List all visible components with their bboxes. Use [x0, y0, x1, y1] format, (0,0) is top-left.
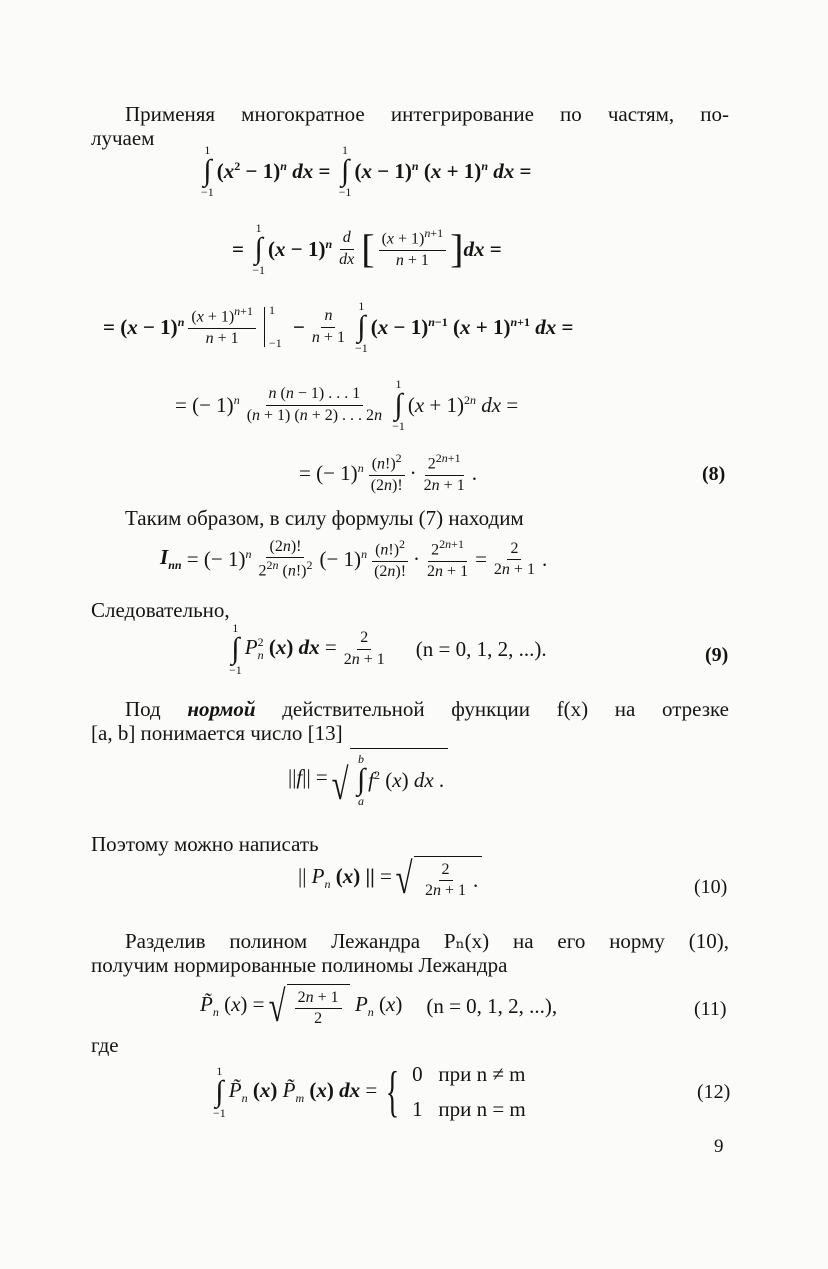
case-condition-neq: при n ≠ m — [438, 1062, 526, 1086]
equation-norm-inn: $I_{nn}$ = (− 1)$^n$ $\frac{(2n)!}{2^{2n} (n!)^2}$ (− 1)$^n$ $\frac{(n!)^2}{(2n)!}$ · $\frac{2^{2n+1}}{2n + 1}$ = $\frac{2}{2n + 1}$ . — [160, 537, 548, 580]
equation-label-10: (10) — [694, 876, 728, 898]
case-condition-eq: при n = m — [438, 1097, 526, 1121]
equation-label-9: (9) — [705, 644, 729, 666]
divide-line-1: Разделив полином Лежандра Pₙ(x) на его норму (10), — [125, 929, 729, 953]
case-value-zero: 0 — [412, 1062, 423, 1086]
intro-line-2: лучаем — [91, 126, 155, 150]
equation-integration-by-parts-step: = 1 ∫ −1 $(x - 1)^n$ $\frac{d}{dx}$ [ $\frac{(x + 1)^{n+1}}{n + 1}$ ] dx = — [232, 221, 502, 277]
page-number: 9 — [714, 1136, 724, 1157]
equation-8: = (− 1)$^n$ $\frac{(n!)^2}{(2n)!}$ · $\frac{2^{2n+1}}{2n + 1}$ . — [299, 451, 477, 494]
equation-repeated-integration: = (− 1)$^n$ $\frac{n (n - 1) . . . 1}{(n + 1) (n + 2) . . . 2n}$ 1 ∫ −1 $(x + 1)^{2n}$ dx = — [175, 377, 519, 433]
equation-label-11: (11) — [694, 998, 727, 1020]
therefore-line: Следовательно, — [91, 598, 230, 622]
norm-term: нормой — [187, 697, 256, 721]
equation-label-8: (8) — [702, 463, 726, 485]
equation-12: 1 ∫ −1 $P̃_n$ (x) $P̃_m$ (x) dx = { 0 при n ≠ m 1 при n = m — [213, 1061, 526, 1123]
equation-9: 1 ∫ −1 $P^2_n$ (x) dx = $\frac{2}{2n + 1}$ (n = 0, 1, 2, ...). — [229, 621, 547, 677]
equation-label-12: (12) — [697, 1081, 731, 1103]
where-line: где — [91, 1033, 119, 1057]
equation-11: $P̃_n$ (x) = √ $\frac{2n + 1}{2}$ $P_n$ (x) (n = 0, 1, 2, ...), — [200, 981, 558, 1031]
n-range-11: (n = 0, 1, 2, ...), — [426, 993, 558, 1018]
equation-10: || $P_n$ (x) || = √ $\frac{2}{2n + 1}$ . — [298, 856, 482, 901]
norm-definition-line-2: [a, b] понимается число [13] — [91, 721, 343, 745]
norm-definition-line-1: Под нормой действительной функции f(x) на отрезке — [125, 697, 729, 721]
equation-norm-definition: ||f|| = √ b ∫ a $f^2$ (x) dx . — [288, 748, 448, 807]
n-range-9: (n = 0, 1, 2, ...). — [415, 636, 547, 661]
equation-evaluated-bounds: = $(x - 1)^n$ $\frac{(x + 1)^{n+1}}{n + 1}$ 1 −1 − $\frac{n}{n + 1}$ 1 ∫ −1 $(x - 1)^{n-1}$ $(x + 1)^{n+1}$ dx = — [103, 299, 574, 355]
thus-line: Таким образом, в силу формулы (7) находим — [125, 506, 524, 530]
hence-line: Поэтому можно написать — [91, 832, 319, 856]
divide-line-2: получим нормированные полиномы Лежандра — [91, 953, 508, 977]
intro-line-1: Применяя многократное интегрирование по частям, по- — [125, 102, 729, 126]
case-value-one: 1 — [412, 1097, 423, 1121]
equation-integral-expansion: 1 ∫ −1 $(x^2 - 1)^n$ dx = 1 ∫ −1 $(x - 1)^n$ $(x + 1)^n$ dx = — [201, 143, 532, 199]
